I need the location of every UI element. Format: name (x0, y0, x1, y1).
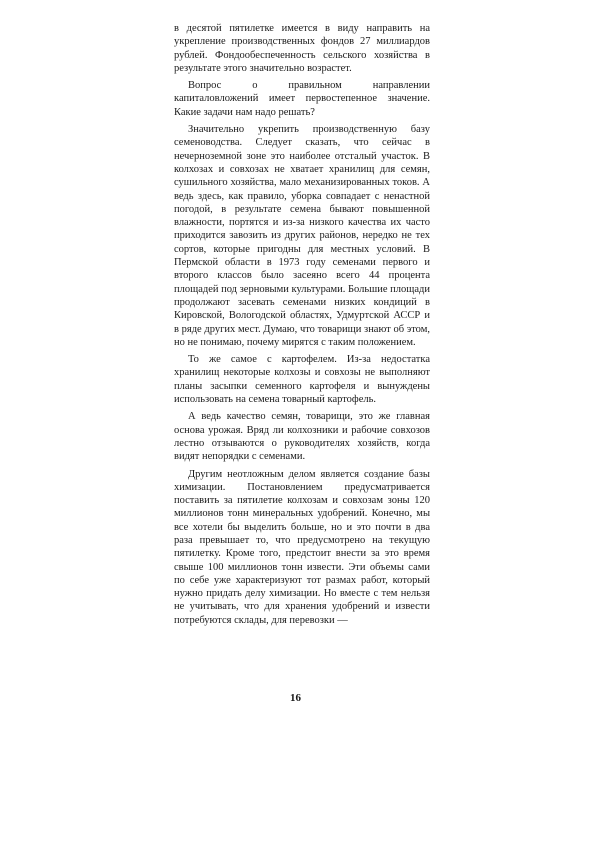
paragraph-5: А ведь качество семян, товарищи, это же главная основа урожая. Вряд ли колхозники и рабочие совхозов лестно отзываются о руководителях хозяйств, когда видят непорядки с семенами. (174, 411, 430, 463)
paragraph-4: То же самое с картофелем. Из-за недостатка хранилищ некоторые колхозы и совхозы не выполняют планы засыпки семенного картофеля и вынуждены использовать на семена товарный картофель. (174, 354, 430, 406)
paragraph-1: в десятой пятилетке имеется в виду направить на укрепление производственных фондов 27 миллиардов рублей. Фондообеспеченность сельского хозяйства в результате этого значительно возрастет. (174, 23, 430, 74)
page-number: 16 (290, 692, 301, 704)
paragraph-3: Значительно укрепить производственную базу семеноводства. Следует сказать, что сейчас в нечерноземной зоне это наиболее отсталый участок. В колхозах и совхозах не хватает хранилищ для семян, сушильного хозяйства, мало механизированных токов. А ведь здесь, как правило, уборка совпадает с ненастной погодой, в результате семена бывают повышенной влажности, портятся и из-за низкого качества их часто приходится завозить из других районов, нередко не тех сортов, которые пригодны для местных условий. В Пермской области в 1973 году семенами первого и второго классов было засеяно всего 44 процента площадей под зерновыми культурами. Большие площади продолжают засевать семенами низких кондиций в Кировской, Вологодской областях, Удмуртской АССР и в ряде других мест. Думаю, что товарищи знают об этом, но не понимаю, почему мирятся с таким положением. (174, 124, 430, 348)
paragraph-2: Вопрос о правильном направлении капиталовложений имеет первостепенное значение. Какие задачи нам надо решать? (174, 80, 430, 118)
paragraph-6: Другим неотложным делом является создание базы химизации. Постановлением предусматривается поставить за пятилетие колхозам и совхозам зоны 120 миллионов тонн минеральных удобрений. Конечно, мы все хотели бы выделить больше, но и это почти в два раза превышает то, что предусмотрено на текущую пятилетку. Кроме того, предстоит внести за это время свыше 100 миллионов тонн извести. Эти объемы сами по себе уже характеризуют тот размах работ, который нужно придать делу химизации. Но вместе с тем нельзя не учитывать, что для хранения удобрений и извести потребуются склады, для перевозки — (174, 468, 430, 626)
text-column (174, 22, 430, 631)
